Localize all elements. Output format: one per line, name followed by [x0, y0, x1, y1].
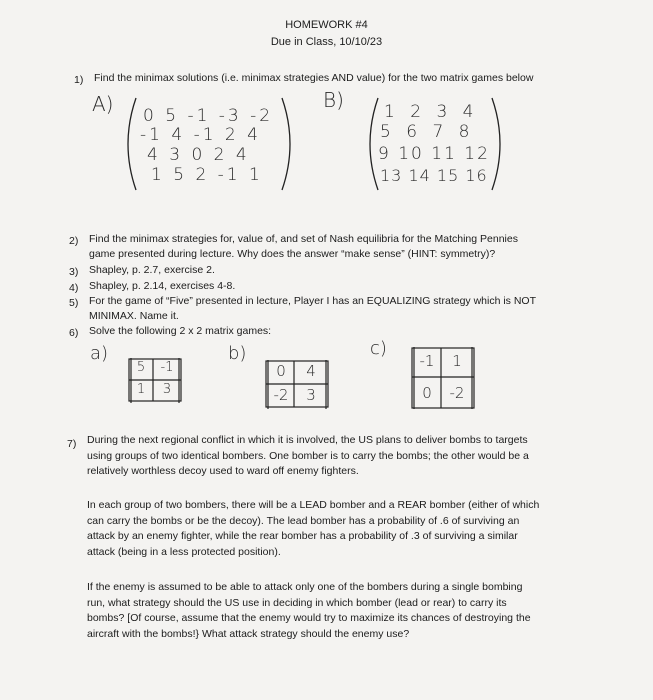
- q6a-cell: 1: [136, 382, 146, 397]
- q6c-cell: -1: [419, 352, 435, 370]
- matrix-b-row: 13 14 15 16: [380, 166, 488, 185]
- matrix-a-row: -1 4 -1 2 4: [140, 125, 261, 145]
- q7-paragraph-1: [87, 433, 572, 480]
- q7-p2-line: can carry the bombs or be the decoy). The lead bomber has a probability of .6 of surviving an: [87, 514, 520, 527]
- q6b-label: b): [228, 343, 247, 364]
- q6a-cell: 3: [162, 382, 172, 397]
- q6a-cell: -1: [160, 360, 174, 375]
- q5-number: 5): [69, 297, 79, 309]
- q4-number: 4): [69, 282, 79, 294]
- q7-p2-line: In each group of two bombers, there will be a LEAD bomber and a REAR bomber (either of which: [87, 499, 540, 511]
- matrix-b-left-paren: [360, 96, 380, 192]
- q7-p1-line: using groups of two identical bombers. One bomber is to carry the bombs; the other would be a: [87, 449, 529, 462]
- q6b-cell: 0: [276, 362, 286, 380]
- q7-paragraph-3: [87, 580, 572, 642]
- matrix-a-right-paren: [280, 96, 300, 192]
- matrix-a-row: 0 5 -1 -3 -2: [143, 106, 274, 126]
- q1-number: 1): [74, 74, 84, 86]
- q4-text: Shapley, p. 2.14, exercises 4-8.: [89, 280, 236, 292]
- homework-title: HOMEWORK #4: [285, 19, 368, 31]
- q7-p3-line: If the enemy is assumed to be able to attack only one of the bombers during a single bombing: [87, 581, 523, 593]
- due-date: Due in Class, 10/10/23: [270, 36, 383, 48]
- matrix-a-row: 4 3 0 2 4: [147, 145, 250, 165]
- q6c-cell: 0: [422, 384, 432, 402]
- q7-p3-line: run, what strategy should the US use in deciding in which bomber (lead or rear) to carry its: [87, 596, 507, 609]
- matrix-b-row: 5 6 7 8: [380, 122, 475, 142]
- q7-p2-line: attack (being in a less protected position).: [87, 545, 281, 558]
- q7-p1-line: During the next regional conflict in which it is involved, the US plans to deliver bombs to targets: [87, 434, 528, 446]
- q6c-label: c): [370, 338, 387, 359]
- q7-p2-line: attack by an enemy fighter, while the rear bomber has a probability of .3 of surviving a similar: [87, 530, 518, 542]
- matrix-b-label: B): [323, 88, 344, 112]
- q2-text-line2: game presented during lecture. Why does the answer “make sense” (HINT: symmetry)?: [89, 248, 496, 260]
- q7-paragraph-2: [87, 498, 572, 560]
- q6c-cell: -2: [449, 384, 465, 402]
- q2-text-line1: Find the minimax strategies for, value of, and set of Nash equilibria for the Matching Pennies: [89, 233, 518, 245]
- q6c-cell: 1: [452, 352, 462, 370]
- q7-p1-line: relatively worthless decoy used to ward off enemy fighters.: [87, 465, 359, 477]
- q6a-cell: 5: [136, 360, 146, 375]
- q2-number: 2): [69, 235, 79, 247]
- matrix-b-row: 1 2 3 4: [384, 102, 479, 122]
- q1-text: Find the minimax solutions (i.e. minimax strategies AND value) for the two matrix games below: [94, 72, 534, 84]
- matrix-a-row: 1 5 2 -1 1: [151, 165, 263, 185]
- q7-p3-line: aircraft with the bombs!} What attack strategy should the enemy use?: [87, 627, 410, 640]
- q6-number: 6): [69, 327, 79, 339]
- q5-text-line2: MINIMAX. Name it.: [89, 310, 179, 322]
- matrix-a-label: A): [92, 92, 114, 116]
- q6b-cell: 4: [306, 362, 316, 380]
- q7-p3-line: bombs? [Of course, assume that the enemy would try to maximize its chances of destroying the: [87, 612, 531, 624]
- q6-text: Solve the following 2 x 2 matrix games:: [89, 325, 272, 337]
- q3-text: Shapley, p. 2.7, exercise 2.: [89, 264, 215, 276]
- q3-number: 3): [69, 266, 79, 278]
- q5-text-line1: For the game of “Five” presented in lecture, Player I has an EQUALIZING strategy which is NOT: [89, 295, 537, 307]
- matrix-a-left-paren: [118, 96, 138, 192]
- q6b-cell: 3: [306, 386, 316, 404]
- matrix-b-right-paren: [490, 96, 510, 192]
- q6b-cell: -2: [273, 386, 289, 404]
- q7-number: 7): [67, 438, 77, 450]
- matrix-b-row: 9 10 11 12: [378, 144, 490, 164]
- q6a-label: a): [90, 343, 109, 364]
